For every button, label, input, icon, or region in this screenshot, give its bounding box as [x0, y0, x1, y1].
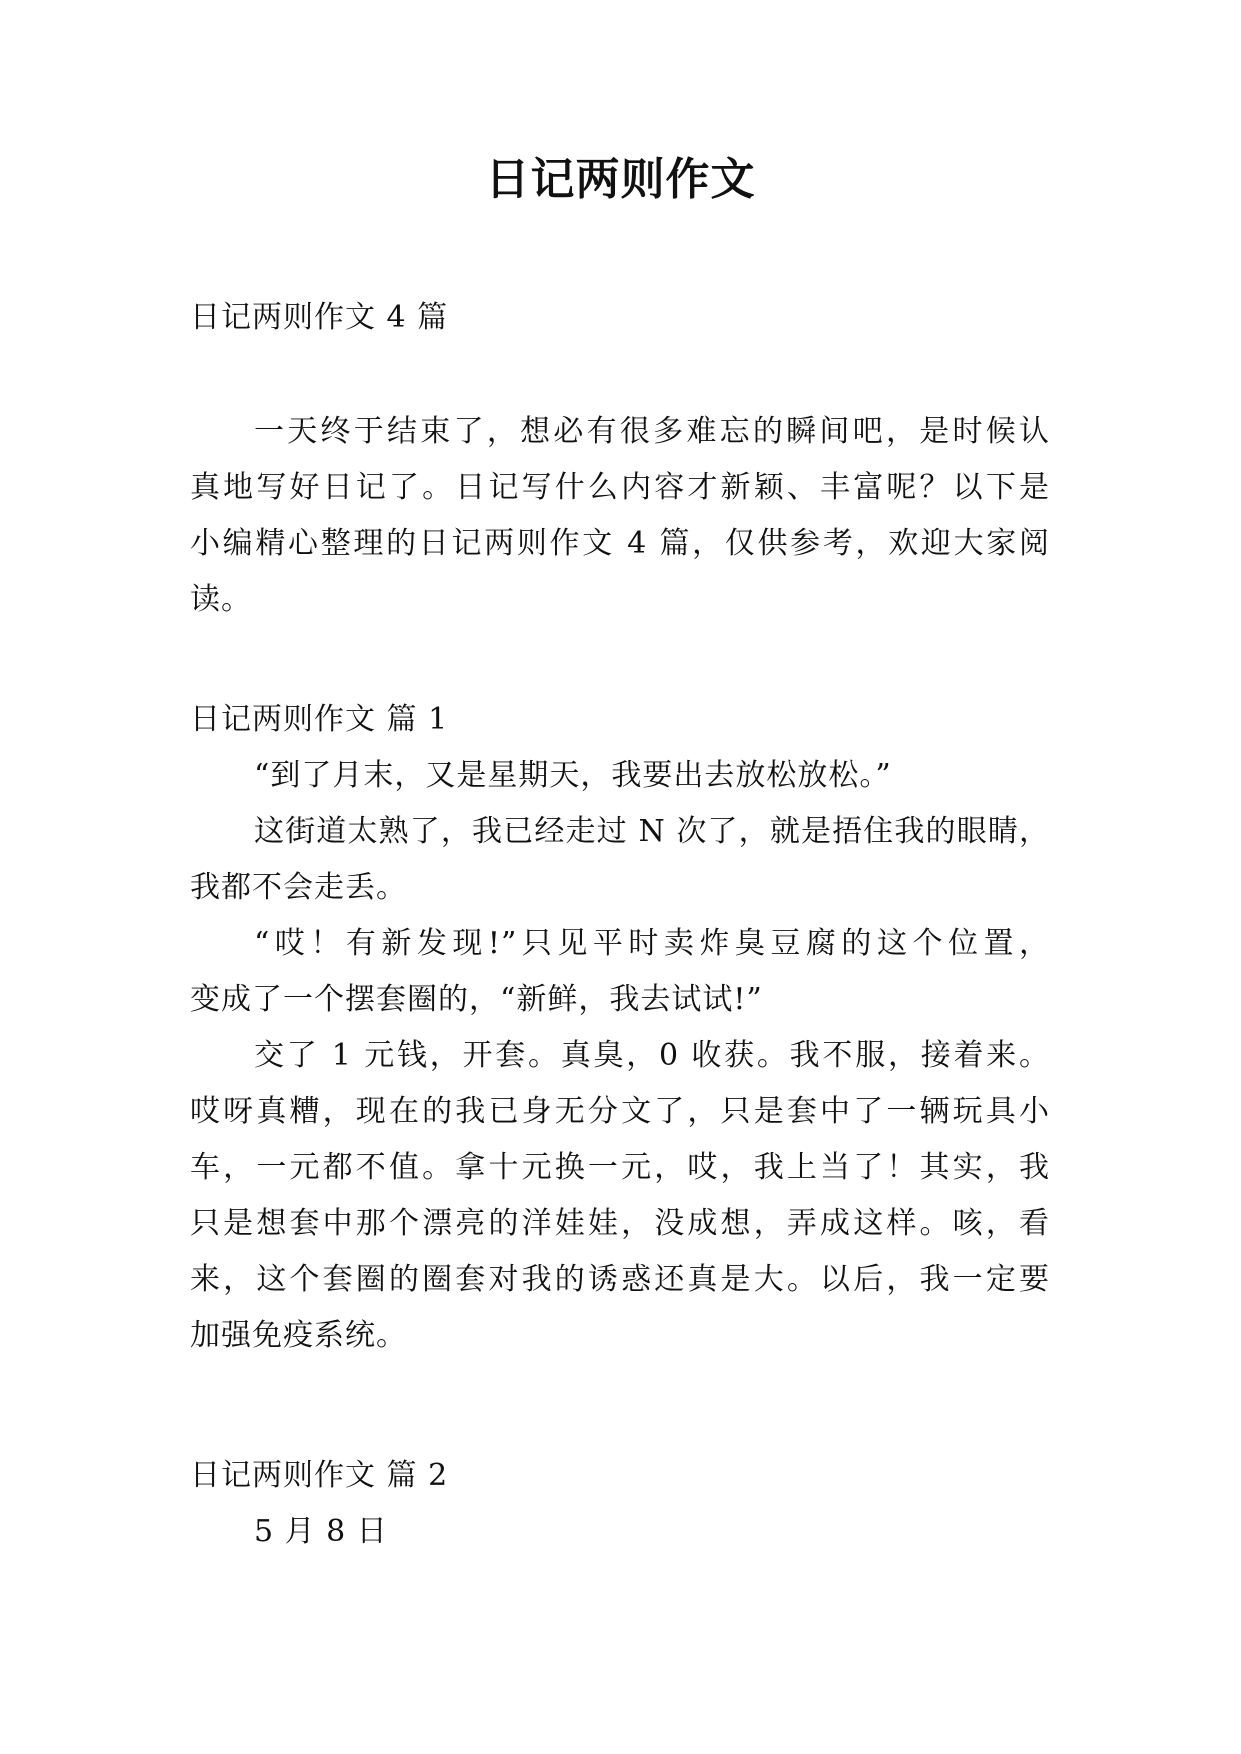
article1-line-3: 我都不会走丢。 [190, 870, 407, 905]
article1-heading: 日记两则作文 篇 1 [190, 702, 449, 737]
intro-line-3: 小编精心整理的日记两则作文 4 篇，仅供参考，欢迎大家阅 [190, 526, 1050, 561]
article2-date: 5 月 8 日 [254, 1514, 388, 1549]
article1-line-11: 加强免疫系统。 [190, 1318, 407, 1353]
intro-line-1: 一天终于结束了，想必有很多难忘的瞬间吧，是时候认 [254, 414, 1050, 449]
intro-line-2: 真地写好日记了。日记写什么内容才新颖、丰富呢？以下是 [190, 470, 1050, 505]
article1-line-9: 只是想套中那个漂亮的洋娃娃，没成想，弄成这样。咳，看 [190, 1206, 1050, 1241]
article1-line-4: “哎！有新发现!”只见平时卖炸臭豆腐的这个位置， [254, 926, 1050, 961]
article2-heading: 日记两则作文 篇 2 [190, 1458, 449, 1493]
intro-line-4: 读。 [190, 582, 252, 617]
article1-line-2: 这街道太熟了，我已经走过 N 次了，就是捂住我的眼睛， [254, 814, 1050, 849]
article1-line-1: “到了月末，又是星期天，我要出去放松放松。” [254, 758, 892, 793]
article1-line-5: 变成了一个摆套圈的，“新鲜，我去试试!” [190, 982, 763, 1017]
document-title: 日记两则作文 [485, 154, 756, 205]
article1-line-7: 哎呀真糟，现在的我已身无分文了，只是套中了一辆玩具小 [190, 1094, 1050, 1129]
document-subtitle: 日记两则作文 4 篇 [190, 300, 449, 335]
article1-line-6: 交了 1 元钱，开套。真臭，0 收获。我不服，接着来。 [254, 1038, 1050, 1073]
article1-line-8: 车，一元都不值。拿十元换一元，哎，我上当了！其实，我 [190, 1150, 1050, 1185]
article1-line-10: 来，这个套圈的圈套对我的诱惑还真是大。以后，我一定要 [190, 1262, 1050, 1297]
